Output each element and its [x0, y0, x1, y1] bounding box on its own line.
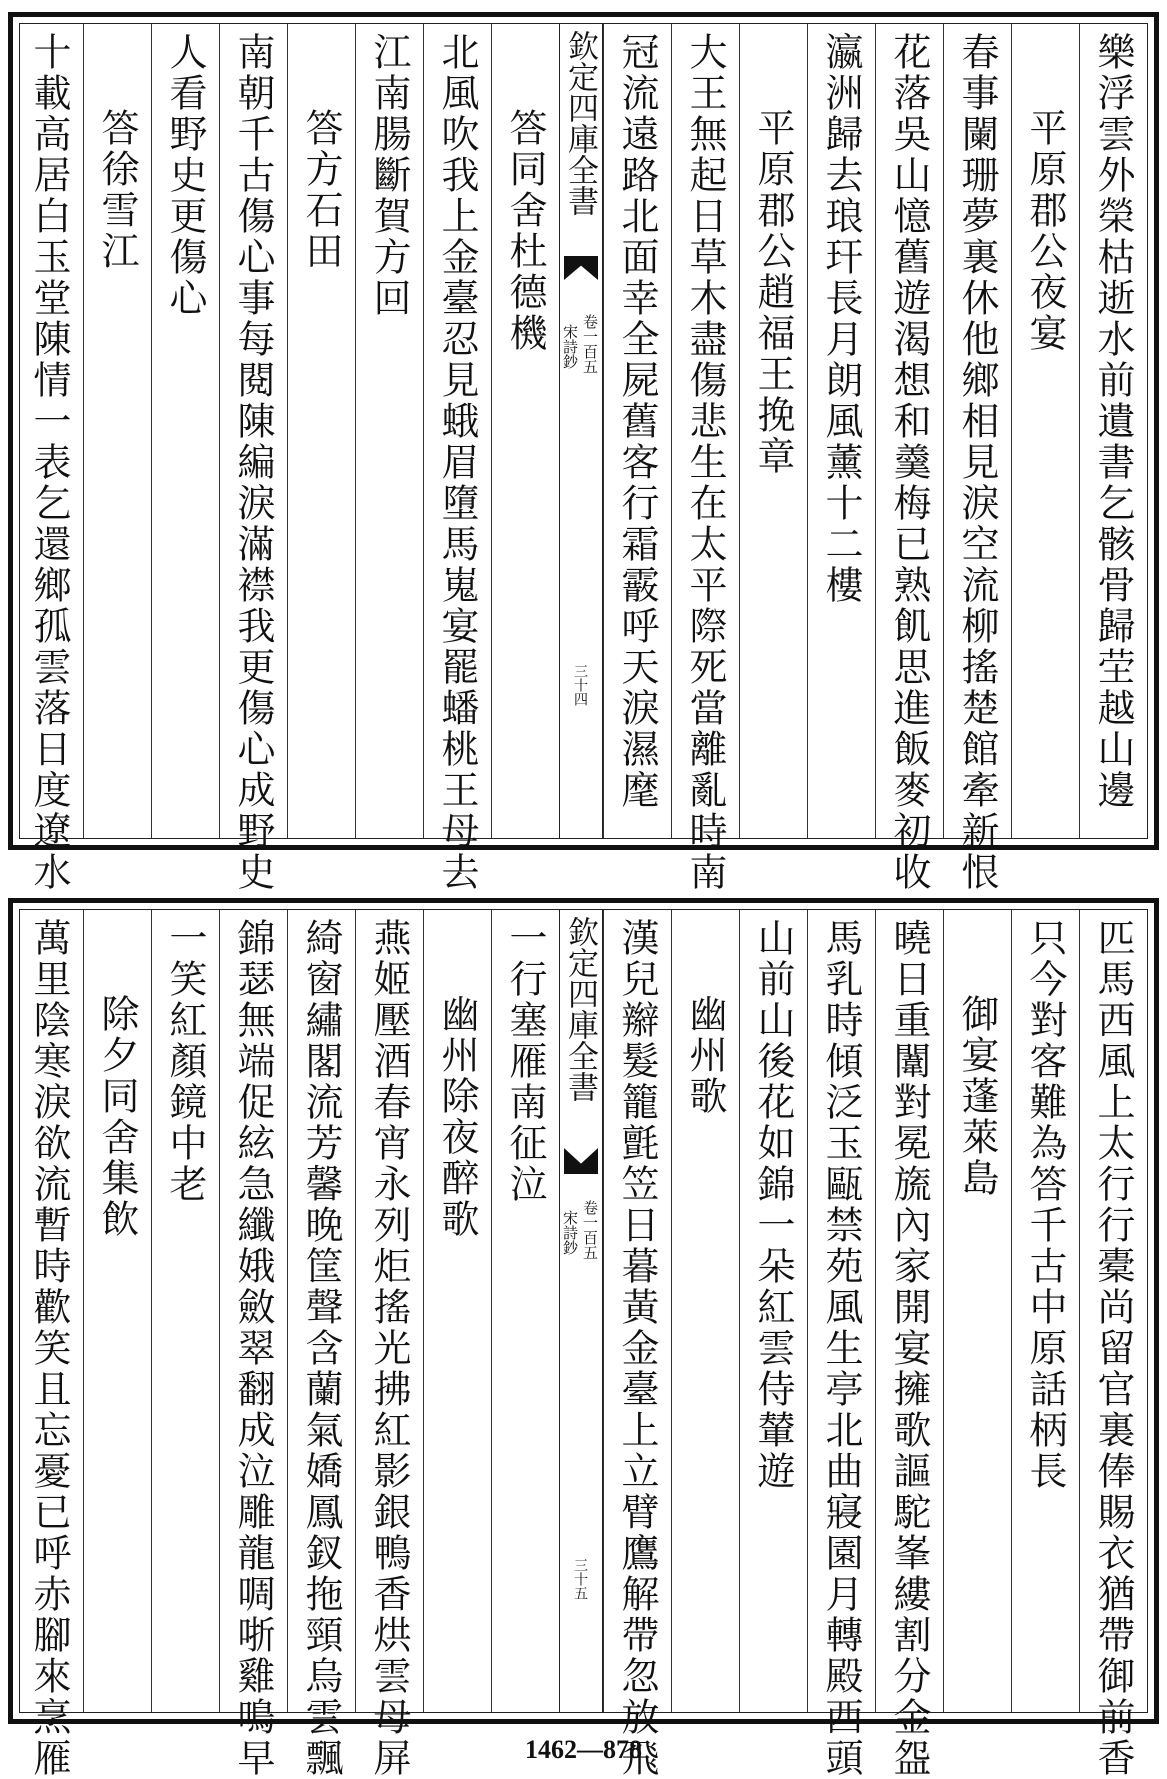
text-column: 萬里陰寒淚欲流暫時歡笑且忘憂已呼赤腳來烹雁: [27, 918, 71, 1779]
text-column: 漢兒辮髮籠氈笠日暮黃金臺上立臂鷹解帶忽放飛: [603, 910, 671, 1712]
book-title: 宋詩鈔: [561, 324, 579, 369]
text-column: 曉日重闈對冕旒內家開宴擁歌謳駝峯縷割分金盌: [875, 910, 943, 1712]
text-column: 綺窗繡閣流芳馨晚筐聲含蘭氣嬌鳳釵拖頸烏雲飄: [287, 910, 355, 1712]
fish-tail-mark: [564, 256, 598, 280]
text-column: 人看野史更傷心: [151, 24, 219, 838]
library-title: 欽定四庫全書: [562, 916, 598, 1102]
text-column: 一笑紅顏鏡中老: [151, 910, 219, 1712]
text-column: 春事闌珊夢裏休他鄉相見淚空流柳搖楚館牽新恨: [943, 24, 1011, 838]
text-column: 馬乳時傾泛玉甌禁苑風生亭北曲寢園月轉殿西頭: [807, 910, 875, 1712]
volume-number: 卷一百五: [581, 1200, 599, 1260]
poem-title: 御宴蓬萊島: [943, 910, 1011, 1712]
poem-title: 答方石田: [287, 24, 355, 838]
text-column: 瀛洲歸去琅玕長月朗風薰十二樓: [807, 24, 875, 838]
poem-title: 答徐雪江: [83, 24, 151, 838]
text-column: 江南腸斷賀方回: [355, 24, 423, 838]
text-column: 一行塞雁南征泣: [491, 910, 559, 1712]
text-column: 只今對客難為答千古中原話柄長: [1011, 910, 1079, 1712]
poem-title: 平原郡公夜宴: [1011, 24, 1079, 838]
text-column: 錦瑟無端促絃急纖娥斂翠翻成泣雕龍啁哳雞鳴早: [219, 910, 287, 1712]
center-fold: [559, 910, 603, 1712]
top-page-frame: [19, 23, 1148, 893]
center-fold: [559, 24, 603, 838]
text-column: 北風吹我上金臺忍見蛾眉墮馬嵬宴罷蟠桃王母去: [423, 24, 491, 838]
text-column: 十載高居白玉堂陳情一表乞還鄉孤雲落日度遼水: [27, 32, 71, 893]
text-column: 燕姬壓酒春宵永列炬搖光拂紅影銀鴨香烘雲母屏: [355, 910, 423, 1712]
library-title: 欽定四庫全書: [562, 30, 598, 216]
poem-title: 除夕同舍集飲: [83, 910, 151, 1712]
book-title: 宋詩鈔: [561, 1210, 579, 1255]
page-number: 三十四: [572, 664, 588, 706]
poem-title: 幽州除夜醉歌: [423, 910, 491, 1712]
text-column: 南朝千古傷心事每閱陳編淚滿襟我更傷心成野史: [219, 24, 287, 838]
poem-title: 答同舍杜德機: [491, 24, 559, 838]
page-number: 三十五: [572, 1558, 588, 1600]
text-column: 山前山後花如錦一朵紅雲侍輦遊: [739, 910, 807, 1712]
text-column: 樂浮雲外榮枯逝水前遺書乞骸骨歸茔越山邊: [1079, 24, 1147, 838]
text-column: 匹馬西風上太行行橐尚留官裏俸賜衣猶帶御前香: [1079, 910, 1147, 1712]
text-column: 冠流遠路北面幸全屍舊客行霜霰呼天淚濕麾: [603, 24, 671, 838]
top-page: [8, 12, 1159, 893]
volume-number: 卷一百五: [581, 314, 599, 374]
text-column: 花落吳山憶舊遊渴想和羹梅已熟飢思進飯麥初收: [875, 24, 943, 838]
text-column: 大王無起日草木盡傷悲生在太平際死當離亂時南: [671, 24, 739, 838]
poem-title: 平原郡公趙福王挽章: [739, 24, 807, 838]
fish-tail-mark: [564, 1148, 598, 1174]
poem-title: 幽州歌: [671, 910, 739, 1712]
page-reference-number: 1462—878: [525, 1735, 642, 1764]
